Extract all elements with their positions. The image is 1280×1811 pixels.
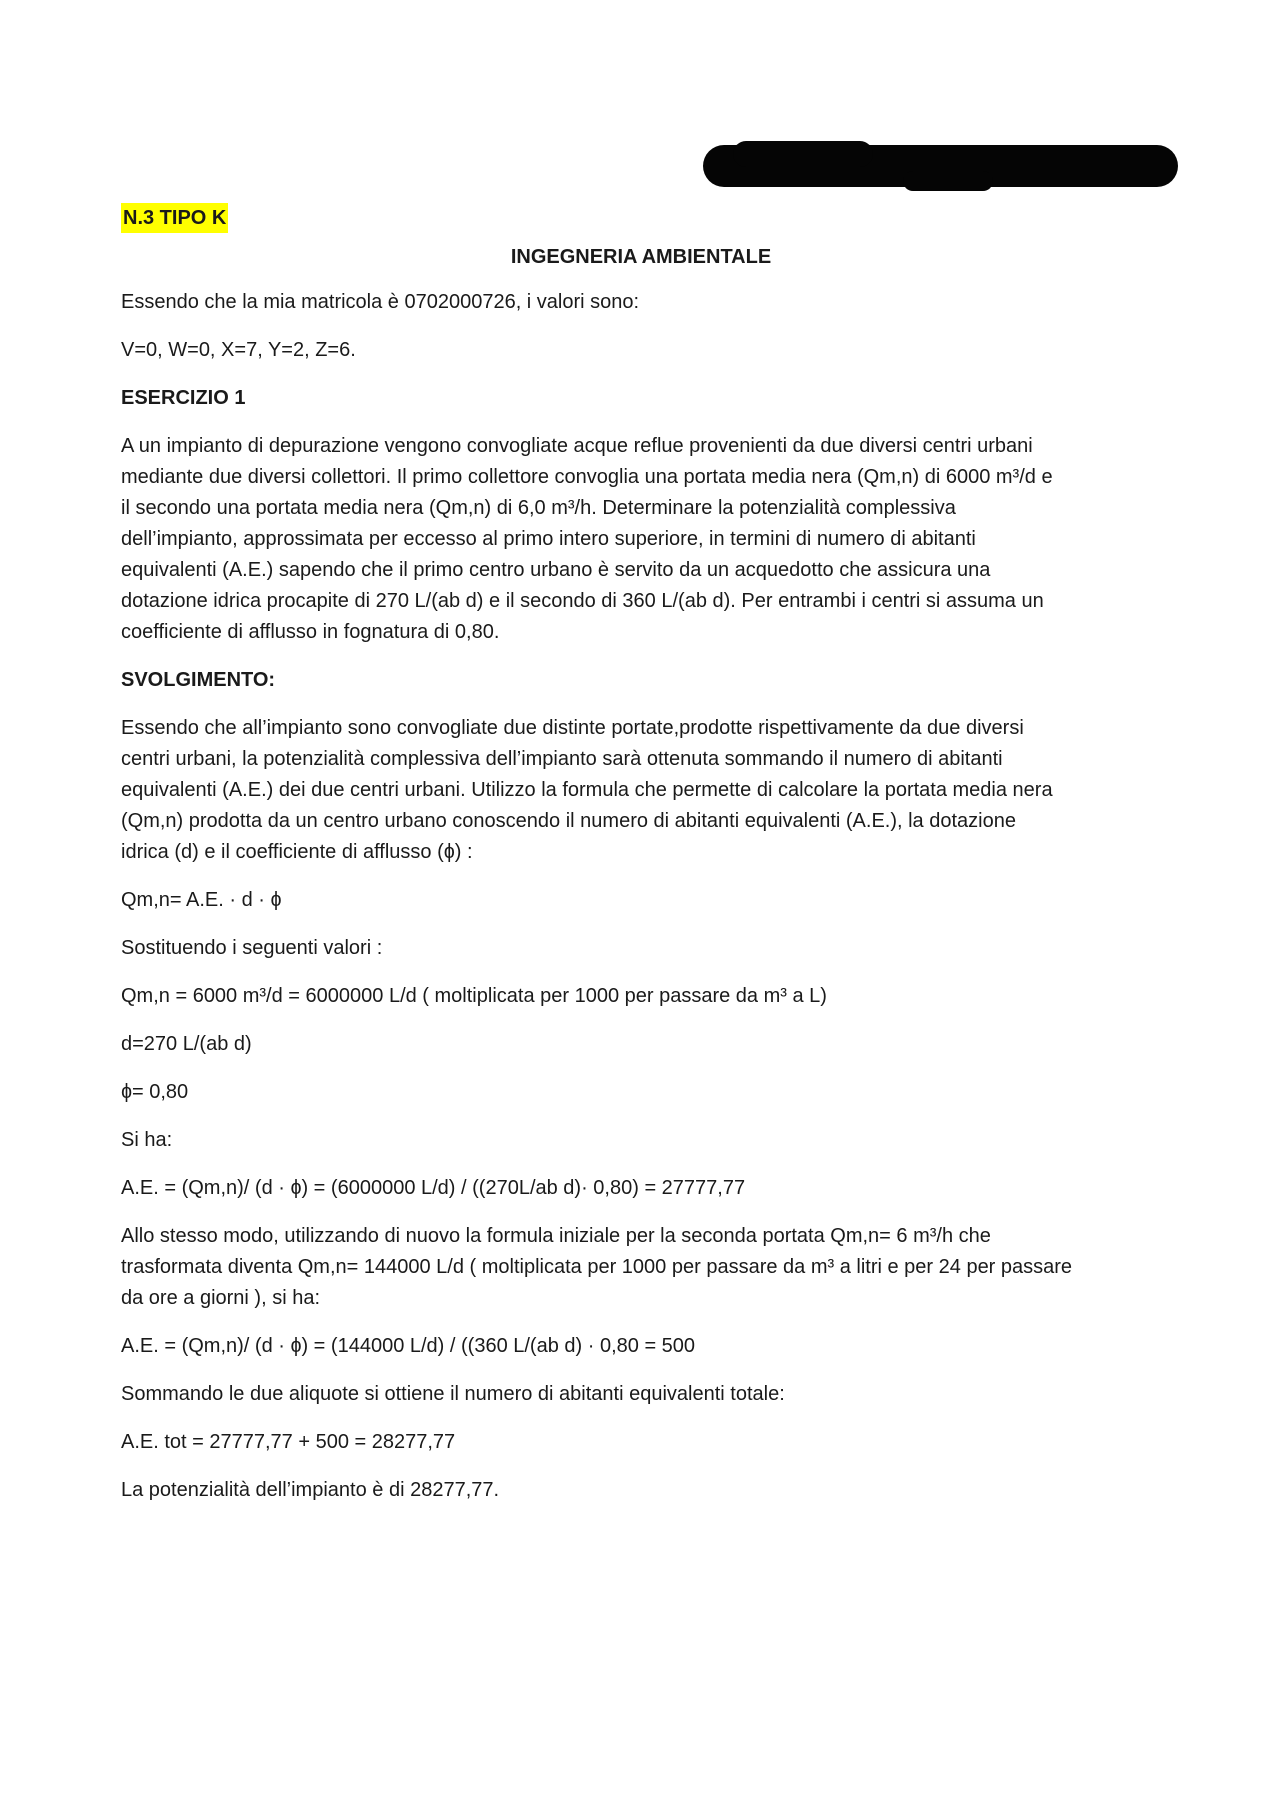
text-line: centri urbani, la potenzialità complessiva dell’impianto sarà ottenuta sommando il numero di abitanti xyxy=(121,748,1003,770)
solution-intro xyxy=(121,713,1161,868)
text-line: coefficiente di afflusso in fognatura di 0,80. xyxy=(121,621,500,643)
highlighted-tag: N.3 TIPO K xyxy=(121,203,228,233)
substituting-line: Sostituendo i seguenti valori : xyxy=(121,937,383,959)
text-line: dotazione idrica procapite di 270 L/(ab d) e il secondo di 360 L/(ab d). Per entrambi i centri si assuma un xyxy=(121,590,1044,612)
values-line: V=0, W=0, X=7, Y=2, Z=6. xyxy=(121,339,356,361)
value-q: Qm,n = 6000 m³/d = 6000000 L/d ( moltiplicata per 1000 per passare da m³ a L) xyxy=(121,985,827,1007)
text-line: A un impianto di depurazione vengono convogliate acque reflue provenienti da due diversi centri urbani xyxy=(121,435,1033,457)
text-line: Essendo che all’impianto sono convogliate due distinte portate,prodotte rispettivamente da due diversi xyxy=(121,717,1024,739)
result-first: A.E. = (Qm,n)/ (d · ɸ) = (6000000 L/d) / ((270L/ab d)· 0,80) = 27777,77 xyxy=(121,1177,746,1199)
conclusion: La potenzialità dell’impianto è di 28277,77. xyxy=(121,1479,500,1501)
text-line: equivalenti (A.E.) sapendo che il primo centro urbano è servito da un acquedotto che assicura una xyxy=(121,559,991,581)
document-page xyxy=(121,203,1161,1523)
exercise-text xyxy=(121,431,1161,648)
text-line: da ore a giorni ), si ha: xyxy=(121,1287,320,1309)
result-second: A.E. = (Qm,n)/ (d · ɸ) = (144000 L/d) / ((360 L/(ab d) · 0,80 = 500 xyxy=(121,1335,696,1357)
text-line: Allo stesso modo, utilizzando di nuovo la formula iniziale per la seconda portata Qm,n= 6 m³/h che xyxy=(121,1225,991,1247)
si-ha-line: Si ha: xyxy=(121,1129,173,1151)
text-line: dell’impianto, approssimata per eccesso al primo intero superiore, in termini di numero di abitanti xyxy=(121,528,976,550)
text-line: il secondo una portata media nera (Qm,n) di 6,0 m³/h. Determinare la potenzialità complessiva xyxy=(121,497,956,519)
text-line: mediante due diversi collettori. Il primo collettore convoglia una portata media nera (Qm,n) di 6000 m³/d e xyxy=(121,466,1053,488)
total-result: A.E. tot = 27777,77 + 500 = 28277,77 xyxy=(121,1431,456,1453)
solution-heading: SVOLGIMENTO: xyxy=(121,669,276,691)
redaction-mark xyxy=(703,145,1178,187)
document-title: INGEGNERIA AMBIENTALE xyxy=(510,246,772,268)
document-tag-line xyxy=(121,203,1161,234)
text-line: equivalenti (A.E.) dei due centri urbani. Utilizzo la formula che permette di calcolare la portata media nera xyxy=(121,779,1053,801)
value-d: d=270 L/(ab d) xyxy=(121,1033,252,1055)
matricola-line: Essendo che la mia matricola è 0702000726, i valori sono: xyxy=(121,291,640,313)
exercise-heading: ESERCIZIO 1 xyxy=(121,387,246,409)
sum-intro: Sommando le due aliquote si ottiene il numero di abitanti equivalenti totale: xyxy=(121,1383,785,1405)
formula: Qm,n= A.E. · d · ɸ xyxy=(121,889,282,911)
text-line: (Qm,n) prodotta da un centro urbano conoscendo il numero di abitanti equivalenti (A.E.), la dotazione xyxy=(121,810,1016,832)
text-line: idrica (d) e il coefficiente di afflusso (ɸ) : xyxy=(121,841,473,863)
second-flow-paragraph xyxy=(121,1221,1161,1314)
value-phi: ɸ= 0,80 xyxy=(121,1081,189,1103)
text-line: trasformata diventa Qm,n= 144000 L/d ( moltiplicata per 1000 per passare da m³ a litri e per 24 per passare xyxy=(121,1256,1073,1278)
